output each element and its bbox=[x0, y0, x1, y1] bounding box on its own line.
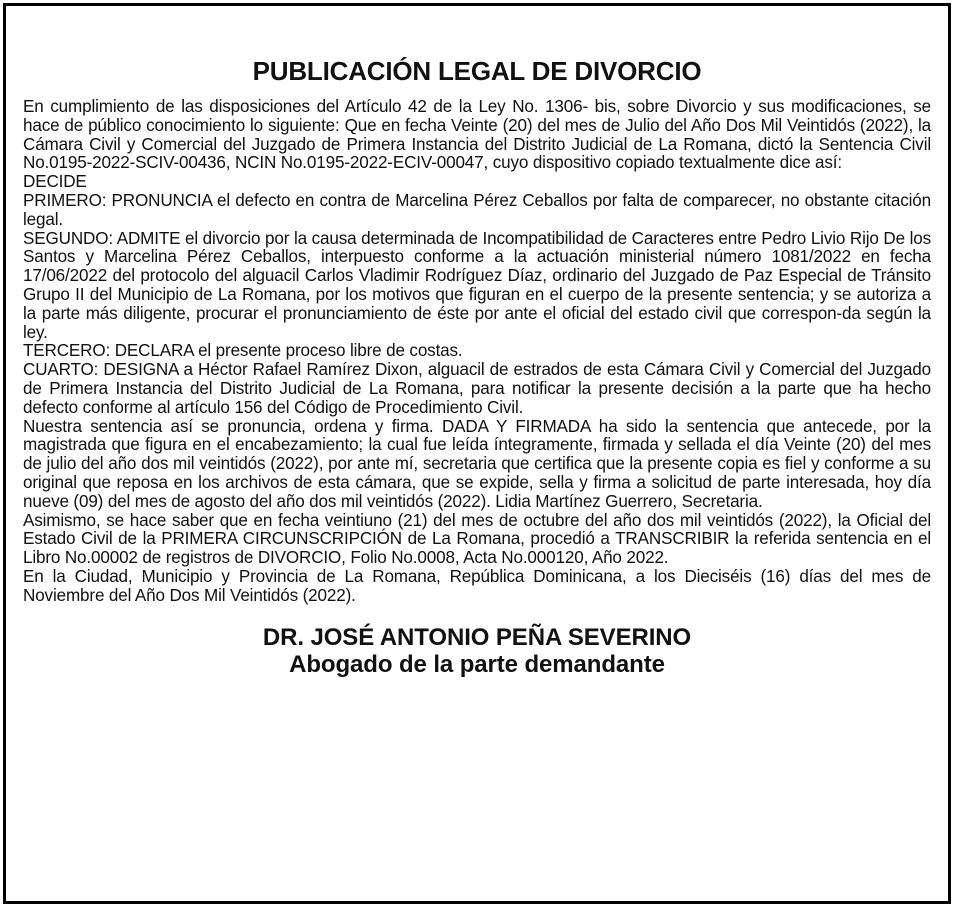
notice-content bbox=[23, 56, 931, 678]
sentence-certification-paragraph: Nuestra sentencia así se pronuncia, ordena y firma. DADA Y FIRMADA ha sido la sentencia que antecede, por la magistrada que figura en el encabezamiento; la cual fue leída íntegramente, firmada y sellada el día Veinte (20) del mes de julio del año dos mil veintidós (2022), por ante mí, secretaria que certifica que la presente copia es fiel y conforme a su original que reposa en los archivos de esta cámara, que se expide, sella y firma a solicitud de parte interesada, hoy día nueve (09) del mes de agosto del año dos mil veintidós (2022). Lidia Martínez Guerrero, Secretaria. bbox=[23, 416, 931, 511]
notice-body bbox=[23, 98, 931, 606]
tercero-paragraph: TERCERO: DECLARA el presente proceso libre de costas. bbox=[23, 341, 463, 361]
primero-paragraph: PRIMERO: PRONUNCIA el defecto en contra de Marcelina Pérez Ceballos por falta de comparecer, no obstante citación legal. bbox=[23, 190, 931, 229]
place-date-paragraph: En la Ciudad, Municipio y Provincia de La Romana, República Dominicana, a los Dieciséis (16) días del mes de Noviembre del Año Dos Mil Veintidós (2022). bbox=[23, 566, 931, 605]
segundo-paragraph: SEGUNDO: ADMITE el divorcio por la causa determinada de Incompatibilidad de Caracteres entre Pedro Livio Rijo De los Santos y Marcelina Pérez Ceballos, interpuesto conforme a la actuación ministerial número 1081/2022 en fecha 17/06/2022 del protocolo del alguacil Carlos Vladimir Rodríguez Díaz, ordinario del Juzgado de Paz Especial de Tránsito Grupo II del Municipio de La Romana, por los motivos que figuran en el cuerpo de la presente sentencia; y se autoriza a la parte más diligente, procurar el pronunciamiento de éste por ante el oficial del estado civil que correspon-da según la ley. bbox=[23, 228, 931, 342]
signature-block bbox=[23, 624, 931, 678]
signature-role: Abogado de la parte demandante bbox=[289, 650, 665, 678]
transcription-paragraph: Asimismo, se hace saber que en fecha veintiuno (21) del mes de octubre del año dos mil veintidós (2022), la Oficial del Estado Civil de la PRIMERA CIRCUNSCRIPCIÓN de La Romana, procedió a TRANSCRIBIR la referida sentencia en el Libro No.00002 de registros de DIVORCIO, Folio No.0008, Acta No.000120, Año 2022. bbox=[23, 510, 931, 568]
notice-frame bbox=[3, 3, 951, 904]
cuarto-paragraph: CUARTO: DESIGNA a Héctor Rafael Ramírez Dixon, alguacil de estrados de esta Cámara Civil y Comercial del Juzgado de Primera Instancia del Distrito Judicial de La Romana, para notificar la presente decisión a la parte que ha hecho defecto conforme al artículo 156 del Código de Procedimiento Civil. bbox=[23, 360, 931, 417]
intro-paragraph: En cumplimiento de las disposiciones del Artículo 42 de la Ley No. 1306- bis, sobre Divorcio y sus modificaciones, se hace de público conocimiento lo siguiente: Que en fecha Veinte (20) del mes de Julio del Año Dos Mil Veintidós (2022), la Cámara Civil y Comercial del Juzgado de Primera Instancia del Distrito Judicial de La Romana, dictó la Sentencia Civil No.0195-2022-SCIV-00436, NCIN No.0195-2022-ECIV-00047, cuyo dispositivo copiado textualmente dice así: bbox=[23, 97, 931, 173]
decide-heading: DECIDE bbox=[23, 172, 87, 192]
signature-name: DR. JOSÉ ANTONIO PEÑA SEVERINO bbox=[262, 623, 692, 651]
notice-title: PUBLICACIÓN LEGAL DE DIVORCIO bbox=[252, 56, 702, 86]
